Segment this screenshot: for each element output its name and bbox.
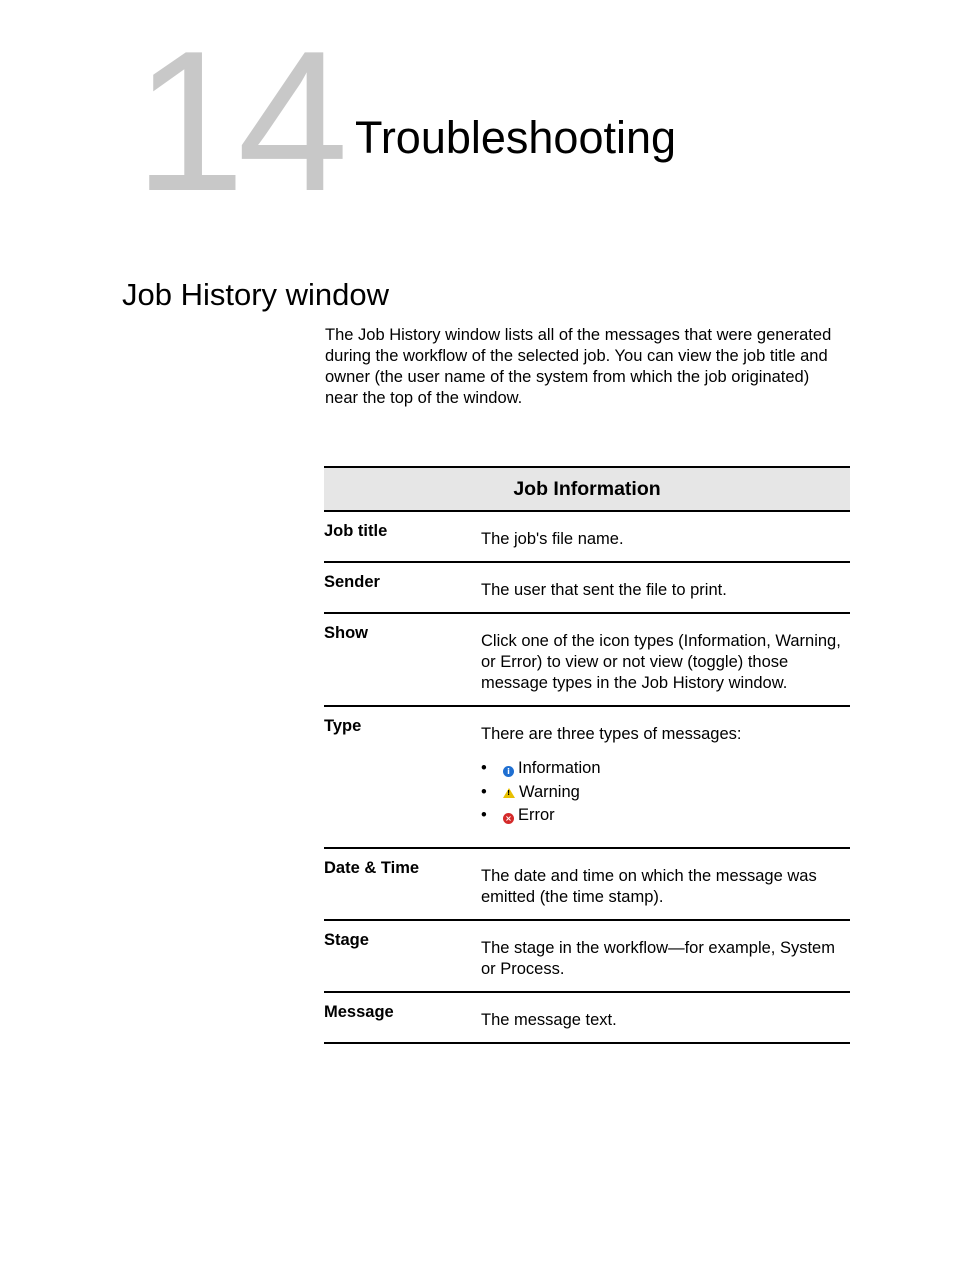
term-sender: Sender xyxy=(324,562,481,613)
term-date-time: Date & Time xyxy=(324,848,481,920)
chapter-number: 14 xyxy=(134,10,341,233)
message-type-label: Error xyxy=(518,806,555,824)
desc-stage: The stage in the workflow—for example, System or Process. xyxy=(481,920,850,992)
desc-sender: The user that sent the file to print. xyxy=(481,562,850,613)
table-row-sender xyxy=(324,562,850,613)
bullet: • xyxy=(481,759,487,777)
error-icon: × xyxy=(503,813,514,824)
table-row-job-title xyxy=(324,511,850,562)
bullet: • xyxy=(481,782,487,801)
term-show: Show xyxy=(324,613,481,706)
chapter-title: Troubleshooting xyxy=(355,112,677,163)
section-title: Job History window xyxy=(122,277,390,312)
desc-show: Click one of the icon types (Information, Warning, or Error) to view or not view (toggle) those message types in the Job History window. xyxy=(481,613,850,706)
list-item-warning xyxy=(481,781,850,805)
list-item-information xyxy=(481,757,850,781)
table-header: Job Information xyxy=(324,467,850,511)
table-row-date-time xyxy=(324,848,850,920)
desc-date-time: The date and time on which the message was emitted (the time stamp). xyxy=(481,848,850,920)
table-row-message xyxy=(324,992,850,1043)
warning-icon xyxy=(503,788,515,798)
term-job-title: Job title xyxy=(324,511,481,562)
information-icon: i xyxy=(503,766,514,777)
bullet: • xyxy=(481,806,487,824)
desc-message: The message text. xyxy=(481,992,850,1043)
term-message: Message xyxy=(324,992,481,1043)
section-intro: The Job History window lists all of the messages that were generated during the workflow of the selected job. You can view the job title and owner (the user name of the system from which the job originated) near the top of the window. xyxy=(325,326,832,407)
job-information-table xyxy=(324,466,850,1044)
term-stage: Stage xyxy=(324,920,481,992)
desc-type-cell xyxy=(481,706,850,848)
message-type-list xyxy=(481,757,850,828)
table-row-type xyxy=(324,706,850,848)
desc-job-title: The job's file name. xyxy=(481,511,850,562)
term-type: Type xyxy=(324,706,481,848)
desc-type: There are three types of messages: xyxy=(481,725,742,743)
message-type-label: Information xyxy=(518,759,601,777)
table-row-show xyxy=(324,613,850,706)
message-type-label: Warning xyxy=(519,782,580,801)
table-row-stage xyxy=(324,920,850,992)
list-item-error xyxy=(481,804,850,828)
